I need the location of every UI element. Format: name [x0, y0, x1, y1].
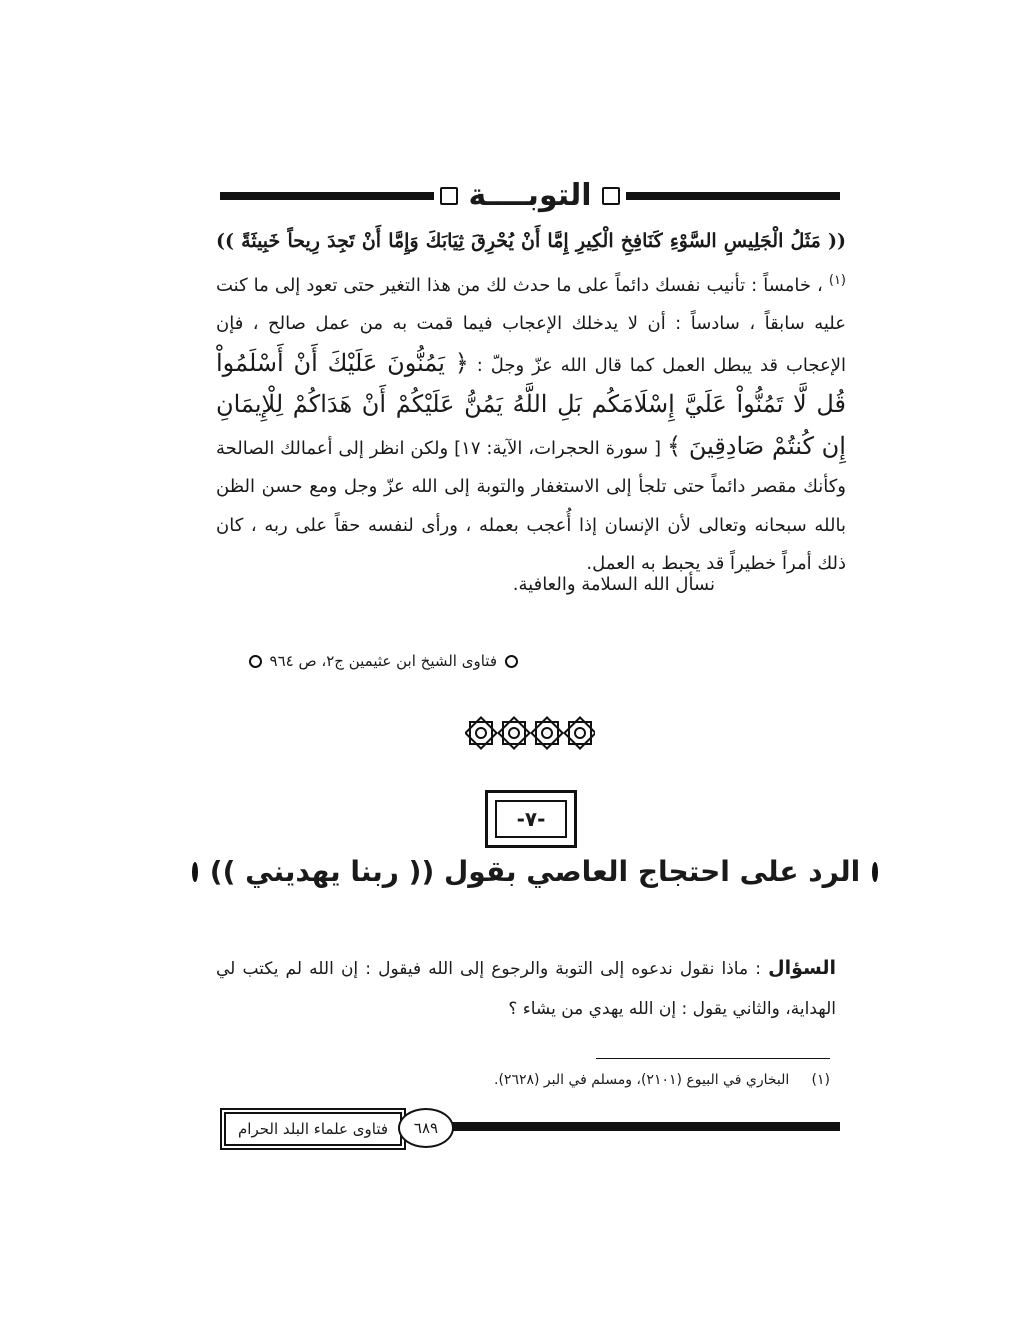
page-number: ٦٨٩ — [398, 1108, 454, 1148]
header-title-wrap — [434, 178, 625, 214]
circle-bullet-icon — [192, 862, 198, 882]
footnote-text: البخاري في البيوع (٢١٠١)، ومسلم في البر (٢٦٢٨). — [494, 1072, 790, 1088]
body-paragraph — [216, 222, 846, 584]
section-heading — [209, 855, 861, 888]
footnote-reference: (١) — [828, 272, 846, 288]
square-bullet-icon — [602, 187, 620, 205]
hadith-quote: (( مَثَلُ الْجَلِيسِ السَّوْءِ كَنَافِخِ الْكِيرِ إِمَّا أَنْ يُحْرِقَ ثِيَابَكَ وَإِمَّا أَنْ تَجِدَ رِيحاً خَبِيثَةً )) — [216, 230, 846, 252]
header-rule-left — [220, 192, 440, 200]
circle-bullet-icon — [505, 655, 518, 668]
footnote-separator — [596, 1058, 830, 1059]
section-heading-text: الرد على احتجاج العاصي بقول (( ربنا يهديني )) — [209, 855, 861, 888]
surah-reference: [ سورة الحجرات، الآية: ١٧] — [454, 437, 662, 459]
circle-bullet-icon — [249, 655, 262, 668]
body-text — [216, 222, 846, 584]
question-block — [216, 948, 836, 1029]
book-title: فتاوى علماء البلد الحرام — [224, 1112, 402, 1146]
page-header — [220, 178, 840, 214]
question-label: السؤال — [768, 957, 836, 979]
header-rule-right — [620, 192, 840, 200]
section-number-box — [485, 790, 577, 848]
source-reference — [228, 652, 518, 670]
source-text: فتاوى الشيخ ابن عثيمين ج٢، ص ٩٦٤ — [269, 652, 497, 670]
page-footer — [220, 1108, 840, 1148]
chapter-title: التوبــــة — [468, 178, 592, 213]
section-number: -٧- — [495, 800, 567, 838]
circle-bullet-icon — [872, 862, 878, 882]
closing-supplication: نسأل الله السلامة والعافية. — [512, 574, 715, 595]
question-text: ماذا نقول ندعوه إلى التوبة والرجوع إلى الله فيقول : إن الله لم يكتب لي الهداية، والثاني يقول : إن الله يهدي من يشاء ؟ — [216, 959, 836, 1019]
continuation-text: ولكن انظر إلى أعمالك الصالحة وكأنك مقصر دائماً حتى تلجأ إلى الاستغفار والتوبة إلى الله عزّ وجل ومع حسن الظن بالله سبحانه وتعالى لأن الإنسان إذا أُعجب بعمله ، ورأى لنفسه حقاً على ربه ، كان ذلك أمراً خطيراً قد يحبط به العمل. — [216, 437, 846, 574]
ornament-divider-icon — [465, 715, 595, 751]
square-bullet-icon — [440, 187, 458, 205]
footnote-number: (١) — [811, 1072, 830, 1088]
question-separator: : — [748, 959, 769, 979]
quran-verse: ﴿ يَمُنُّونَ عَلَيْكَ أَنْ أَسْلَمُواْ قُل لَّا تَمُنُّواْ عَلَيَّ إِسْلَامَكُم بَلِ اللَّهُ يَمُنُّ عَلَيْكُمْ أَنْ هَدَاكُمْ لِلْإِيمَانِ إِن كُنتُمْ صَادِقِينَ ﴾ — [216, 348, 846, 460]
advice-text: ، خامساً : تأنيب نفسك دائماً على ما حدث لك من هذا التغير حتى تعود إلى ما كنت عليه سابقاً ، سادساً : أن لا يدخلك الإعجاب فيما قمت به من عمل صالح ، فإن الإعجاب قد يبطل العمل كما قال الله عزّ وجلّ : — [216, 274, 847, 376]
footnote — [470, 1072, 830, 1088]
